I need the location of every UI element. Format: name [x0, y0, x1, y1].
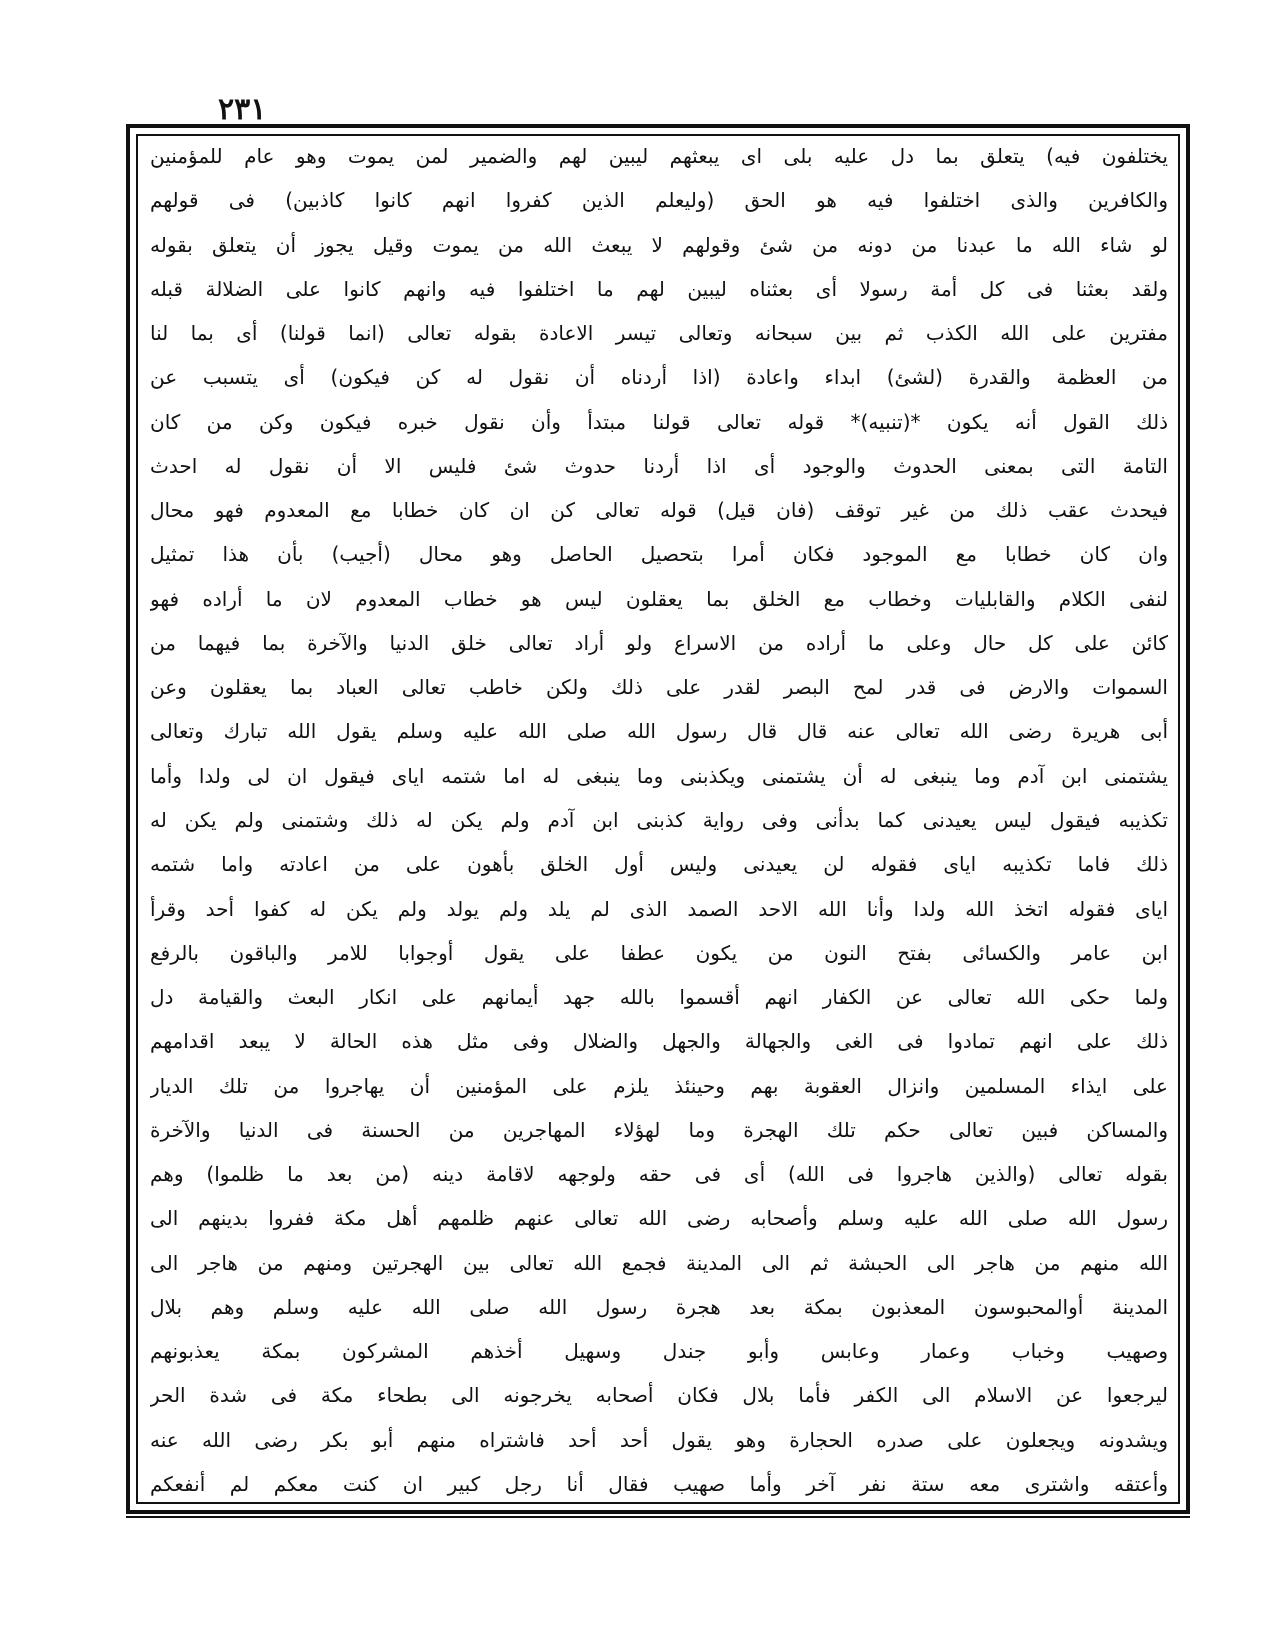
text-line: يشتمنى ابن آدم وما ينبغى له أن يشتمنى ويكذبنى وما ينبغى له اما شتمه اياى فيقول ان لى ولدا وأما — [150, 763, 1168, 788]
text-line: لو شاء الله ما عبدنا من دونه من شئ وقولهم لا يبعث الله من يموت وقيل يجوز أن يتعلق بقوله — [150, 232, 1168, 257]
text-line: والكافرين والذى اختلفوا فيه هو الحق (وليعلم الذين كفروا انهم كانوا كاذبين) فى قولهم — [150, 188, 1168, 213]
text-line: تكذيبه فيقول ليس يعيدنى كما بدأنى وفى رواية كذبنى ابن آدم ولم يكن له ذلك وشتمنى ولم يكن له — [150, 807, 1168, 832]
text-line: مفترين على الله الكذب ثم بين سبحانه وتعالى تيسر الاعادة بقوله تعالى (انما قولنا) أى بما لنا — [150, 321, 1168, 346]
text-line: ليرجعوا عن الاسلام الى الكفر فأما بلال فكان أصحابه يخرجونه الى بطحاء مكة فى شدة الحر — [150, 1383, 1168, 1408]
text-line: الله منهم من هاجر الى الحبشة ثم الى المدينة فجمع الله تعالى بين الهجرتين ومنهم من هاجر الى — [150, 1250, 1168, 1275]
text-line: ابن عامر والكسائى بفتح النون من يكون عطفا على يقول أوجوابا للامر والباقون بالرفع — [150, 940, 1168, 965]
page-number: ٢٣١ — [218, 92, 267, 127]
bottom-rule — [126, 1516, 1190, 1518]
text-line: لنفى الكلام والقابليات وخطاب مع الخلق بما يعقلون ليس هو خطاب المعدوم لان ما أراده فهو — [150, 586, 1168, 611]
text-block — [150, 142, 1168, 1502]
text-line: ذلك على انهم تمادوا فى الغى والجهالة والجهل والضلال وفى مثل هذه الحالة لا يبعد اقدامهم — [150, 1029, 1168, 1054]
text-line: وصهيب وخباب وعمار وعابس وأبو جندل وسهيل أخذهم المشركون بمكة يعذبونهم — [150, 1339, 1168, 1364]
text-line: يختلفون فيه) يتعلق بما دل عليه بلى اى يبعثهم ليبين لهم والضمير لمن يموت وهو عام للمؤمنين — [150, 144, 1168, 168]
text-line: كائن على كل حال وعلى ما أراده من الاسراع ولو أراد تعالى خلق الدنيا والآخرة بما فيهما من — [150, 630, 1168, 655]
text-line: اياى فقوله اتخذ الله ولدا وأنا الله الاحد الصمد الذى لم يلد ولم يولد ولم يكن له كفوا أحد وقرأ — [150, 896, 1168, 921]
text-line: بقوله تعالى (والذين هاجروا فى الله) أى فى حقه ولوجهه لاقامة دينه (من بعد ما ظلموا) وهم — [150, 1162, 1168, 1187]
text-line: السموات والارض فى قدر لمح البصر لقدر على ذلك ولكن خاطب تعالى العباد بما يعقلون وعن — [150, 675, 1168, 700]
text-line: على ايذاء المسلمين وانزال العقوبة بهم وحينئذ يلزم على المؤمنين أن يهاجروا من تلك الديار — [150, 1073, 1168, 1098]
text-line: وان كان خطابا مع الموجود فكان أمرا بتحصيل الحاصل وهو محال (أجيب) بأن هذا تمثيل — [150, 542, 1168, 567]
text-line: ولما حكى الله تعالى عن الكفار انهم أقسموا بالله جهد أيمانهم على انكار البعث والقيامة دل — [150, 985, 1168, 1010]
text-line: ولقد بعثنا فى كل أمة رسولا أى بعثناه ليبين لهم ما اختلفوا فيه وانهم كانوا على الضلالة قبله — [150, 276, 1168, 301]
text-line: أبى هريرة رضى الله تعالى عنه قال قال رسول الله صلى الله عليه وسلم يقول الله تبارك وتعالى — [150, 719, 1168, 744]
text-line: التامة التى بمعنى الحدوث والوجود أى اذا أردنا حدوث شئ فليس الا أن نقول له احدث — [150, 453, 1168, 478]
text-line: ذلك القول أنه يكون *(تنبيه)* قوله تعالى قولنا مبتدأ وأن نقول خبره فيكون وكن من كان — [150, 409, 1168, 434]
text-line: من العظمة والقدرة (لشئ) ابداء واعادة (اذا أردناه أن نقول له كن فيكون) أى يتسبب عن — [150, 365, 1168, 390]
text-line: ويشدونه ويجعلون على صدره الحجارة وهو يقول أحد أحد فاشتراه منهم أبو بكر رضى الله عنه — [150, 1427, 1168, 1452]
text-line: والمساكن فبين تعالى حكم تلك الهجرة وما لهؤلاء المهاجرين من الحسنة فى الدنيا والآخرة — [150, 1117, 1168, 1142]
text-line: المدينة أوالمحبوسون المعذبون بمكة بعد هجرة رسول الله صلى الله عليه وسلم وهم بلال — [150, 1294, 1168, 1319]
text-line: رسول الله صلى الله عليه وسلم وأصحابه رضى الله تعالى عنهم ظلمهم أهل مكة ففروا بدينهم الى — [150, 1206, 1168, 1231]
text-line: وأعتقه واشترى معه ستة نفر آخر وأما صهيب فقال أنا رجل كبير ان كنت معكم لم أنفعكم — [150, 1471, 1168, 1496]
text-line: فيحدث عقب ذلك من غير توقف (فان قيل) قوله تعالى كن ان كان خطابا مع المعدوم فهو محال — [150, 498, 1168, 523]
text-line: ذلك فاما تكذيبه اياى فقوله لن يعيدنى وليس أول الخلق بأهون على من اعادته واما شتمه — [150, 852, 1168, 877]
